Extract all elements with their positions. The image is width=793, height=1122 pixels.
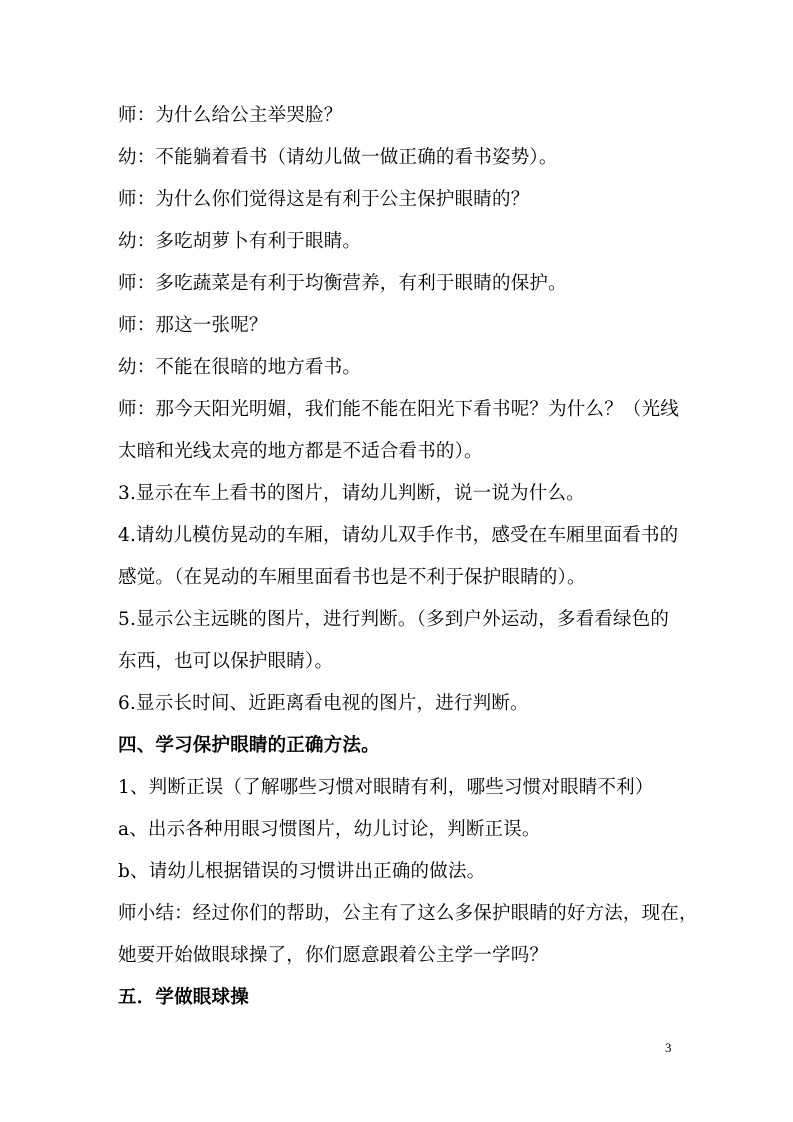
text-line-5: 师：多吃蔬菜是有利于均衡营养，有利于眼睛的保护。 [118,273,567,294]
text-line-9: 太暗和光线太亮的地方都是不适合看书的）。 [118,441,483,462]
text-line-12: 感觉。（在晃动的车厢里面看书也是不利于保护眼睛的）。 [118,567,586,588]
text-line-19: b、请幼儿根据错误的习惯讲出正确的做法。 [118,861,486,882]
text-line-21: 她要开始做眼球操了，你们愿意跟着公主学一学吗？ [118,945,549,966]
text-line-14: 东西，也可以保护眼睛）。 [118,651,334,672]
text-line-18: a、出示各种用眼习惯图片，幼儿讨论，判断正误。 [118,819,541,840]
text-line-7: 幼：不能在很暗的地方看书。 [118,357,362,378]
text-line-20: 师小结：经过你们的帮助，公主有了这么多保护眼睛的好方法，现在， [118,903,698,924]
page-number: 3 [665,1040,672,1055]
text-line-10: 3.显示在车上看书的图片，请幼儿判断，说一说为什么。 [118,483,585,504]
text-line-13: 5.显示公主远眺的图片，进行判断。（多到户外运动，多看看绿色的 [118,609,670,630]
section-heading-4: 四、学习保护眼睛的正确方法。 [118,735,380,756]
text-line-3: 师：为什么你们觉得这是有利于公主保护眼睛的？ [118,189,530,210]
text-line-1: 师：为什么给公主举哭脸？ [118,105,343,126]
text-line-4: 幼：多吃胡萝卜有利于眼睛。 [118,231,362,252]
section-heading-5: 五．学做眼球操 [118,987,249,1008]
text-line-2: 幼：不能躺着看书（请幼儿做一做正确的看书姿势）。 [118,147,558,168]
text-line-17: 1、判断正误（了解哪些习惯对眼睛有利，哪些习惯对眼睛不利） [118,777,654,798]
text-line-11: 4.请幼儿模仿晃动的车厢，请幼儿双手作书，感受在车厢里面看书的 [118,525,679,546]
text-line-15: 6.显示长时间、近距离看电视的图片，进行判断。 [118,693,529,714]
text-line-8: 师：那今天阳光明媚，我们能不能在阳光下看书呢？为什么？（光线 [118,399,680,420]
text-line-6: 师：那这一张呢？ [118,315,268,336]
